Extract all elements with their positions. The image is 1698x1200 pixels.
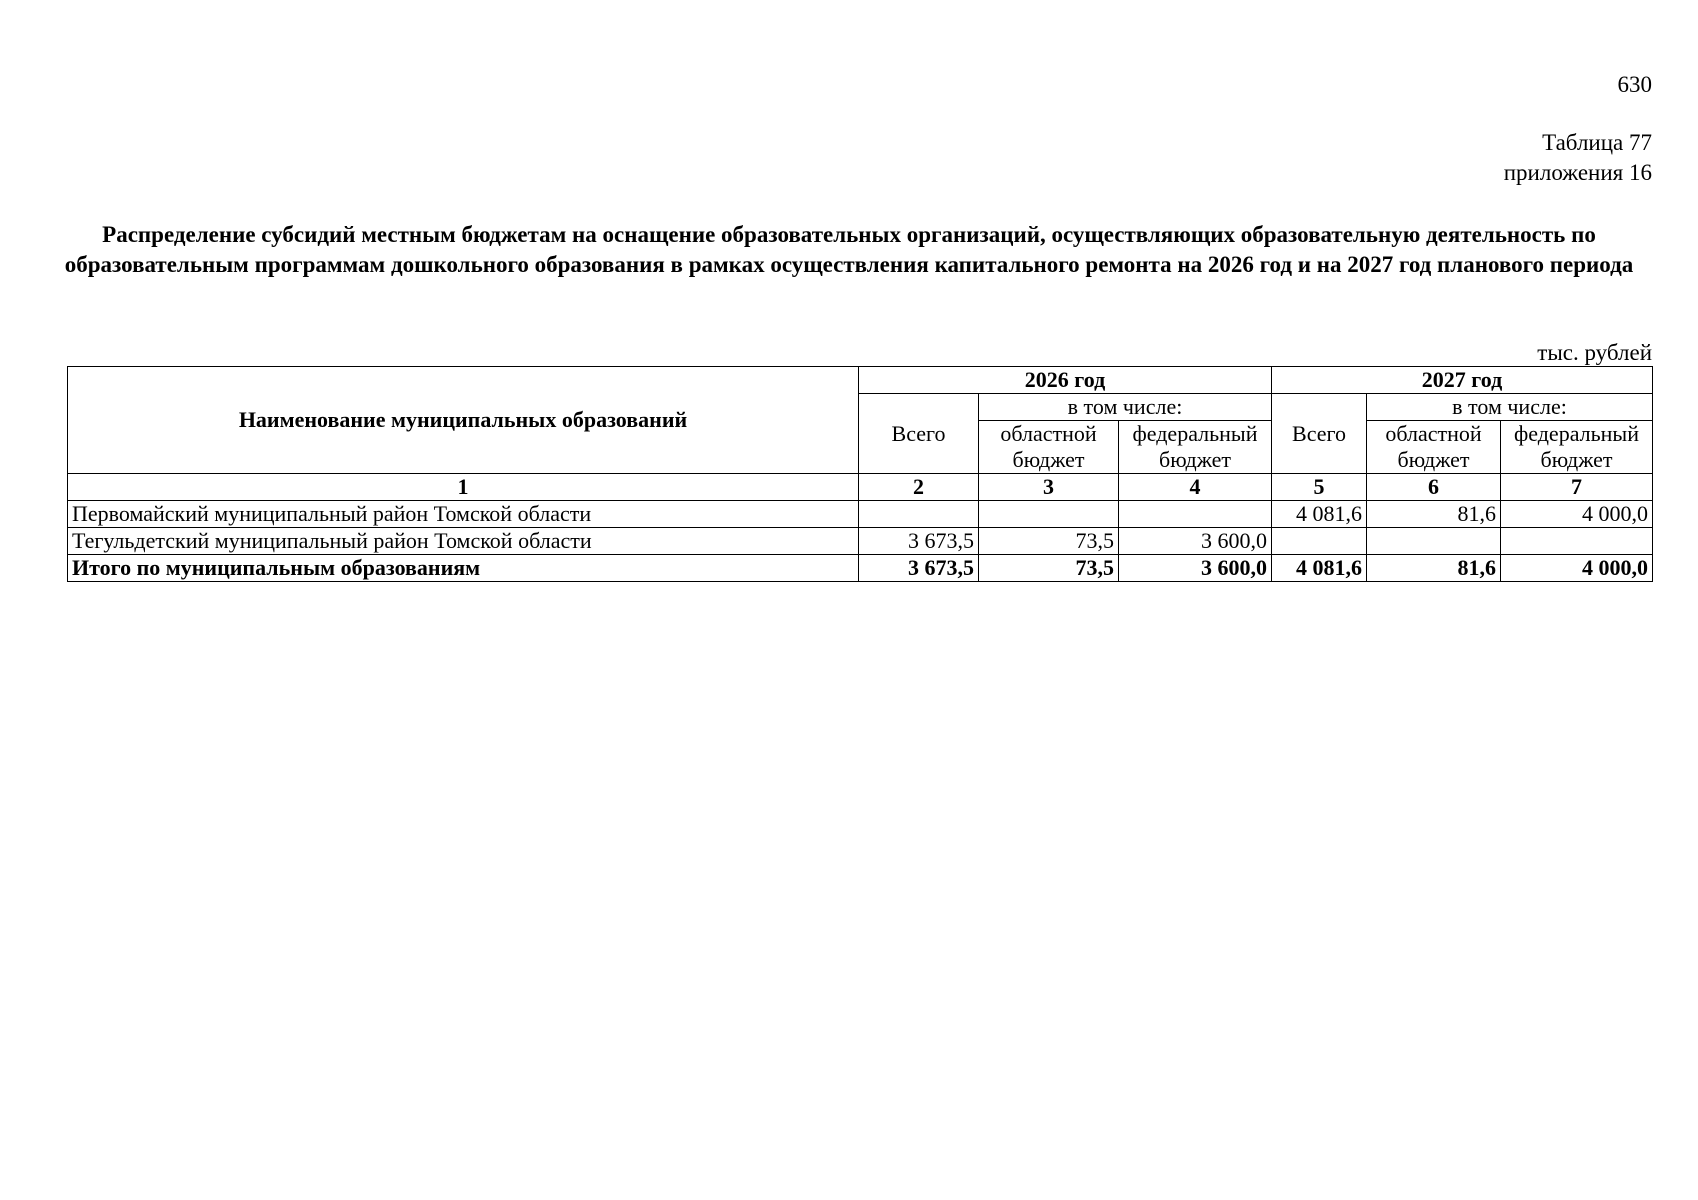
federal-2027: 4 000,0: [1501, 501, 1653, 528]
municipality-name: Тегульдетский муниципальный район Томской области: [68, 528, 859, 555]
total-2027: [1272, 528, 1367, 555]
federal-2027: 4 000,0: [1501, 555, 1653, 582]
total-2026: [859, 501, 979, 528]
total-label: Итого по муниципальным образованиям: [68, 555, 859, 582]
document-title: Распределение субсидий местным бюджетам на оснащение образовательных организаций, осуществляющих образовательную деятельность по образовательным программам дошкольного образования в рамках осуществления капитального ремонта на 2026 год и на 2027 год планового периода: [64, 222, 1634, 277]
header-municipality-name: Наименование муниципальных образований: [68, 367, 859, 474]
regional-2026: [979, 501, 1119, 528]
header-year-2026: 2026 год: [859, 367, 1272, 394]
header-regional-2027-budget: бюджет: [1367, 447, 1501, 474]
total-2026: 3 673,5: [859, 555, 979, 582]
regional-2027: 81,6: [1367, 555, 1501, 582]
column-number: 3: [979, 474, 1119, 501]
units-label: тыс. рублей: [1537, 340, 1652, 365]
regional-2027: [1367, 528, 1501, 555]
header-total-2027: Всего: [1272, 394, 1367, 474]
header-federal-2027: федеральный: [1501, 421, 1653, 448]
header-regional-2027: областной: [1367, 421, 1501, 448]
header-federal-2026: федеральный: [1119, 421, 1272, 448]
column-number: 6: [1367, 474, 1501, 501]
federal-2026: 3 600,0: [1119, 528, 1272, 555]
total-2026: 3 673,5: [859, 528, 979, 555]
table-number: Таблица 77: [1542, 130, 1652, 155]
federal-2027: [1501, 528, 1653, 555]
header-federal-2026-budget: бюджет: [1119, 447, 1272, 474]
header-total-2026: Всего: [859, 394, 979, 474]
header-including-2027: в том числе:: [1367, 394, 1653, 421]
regional-2026: 73,5: [979, 528, 1119, 555]
header-regional-2026-budget: бюджет: [979, 447, 1119, 474]
column-number-row: [68, 474, 1653, 501]
header-year-2027: 2027 год: [1272, 367, 1653, 394]
header-federal-2027-budget: бюджет: [1501, 447, 1653, 474]
column-number: 5: [1272, 474, 1367, 501]
appendix-number: приложения 16: [1503, 160, 1652, 185]
column-number: 7: [1501, 474, 1653, 501]
table-reference: [1504, 128, 1652, 188]
column-number: 1: [68, 474, 859, 501]
total-2027: 4 081,6: [1272, 501, 1367, 528]
total-row: [68, 555, 1653, 582]
header-regional-2026: областной: [979, 421, 1119, 448]
regional-2027: 81,6: [1367, 501, 1501, 528]
column-number: 2: [859, 474, 979, 501]
table-row: [68, 528, 1653, 555]
total-2027: 4 081,6: [1272, 555, 1367, 582]
subsidy-table: [67, 366, 1653, 582]
page-number: 630: [1617, 72, 1652, 97]
federal-2026: [1119, 501, 1272, 528]
header-including-2026: в том числе:: [979, 394, 1272, 421]
regional-2026: 73,5: [979, 555, 1119, 582]
column-number: 4: [1119, 474, 1272, 501]
municipality-name: Первомайский муниципальный район Томской области: [68, 501, 859, 528]
federal-2026: 3 600,0: [1119, 555, 1272, 582]
table-row: [68, 501, 1653, 528]
